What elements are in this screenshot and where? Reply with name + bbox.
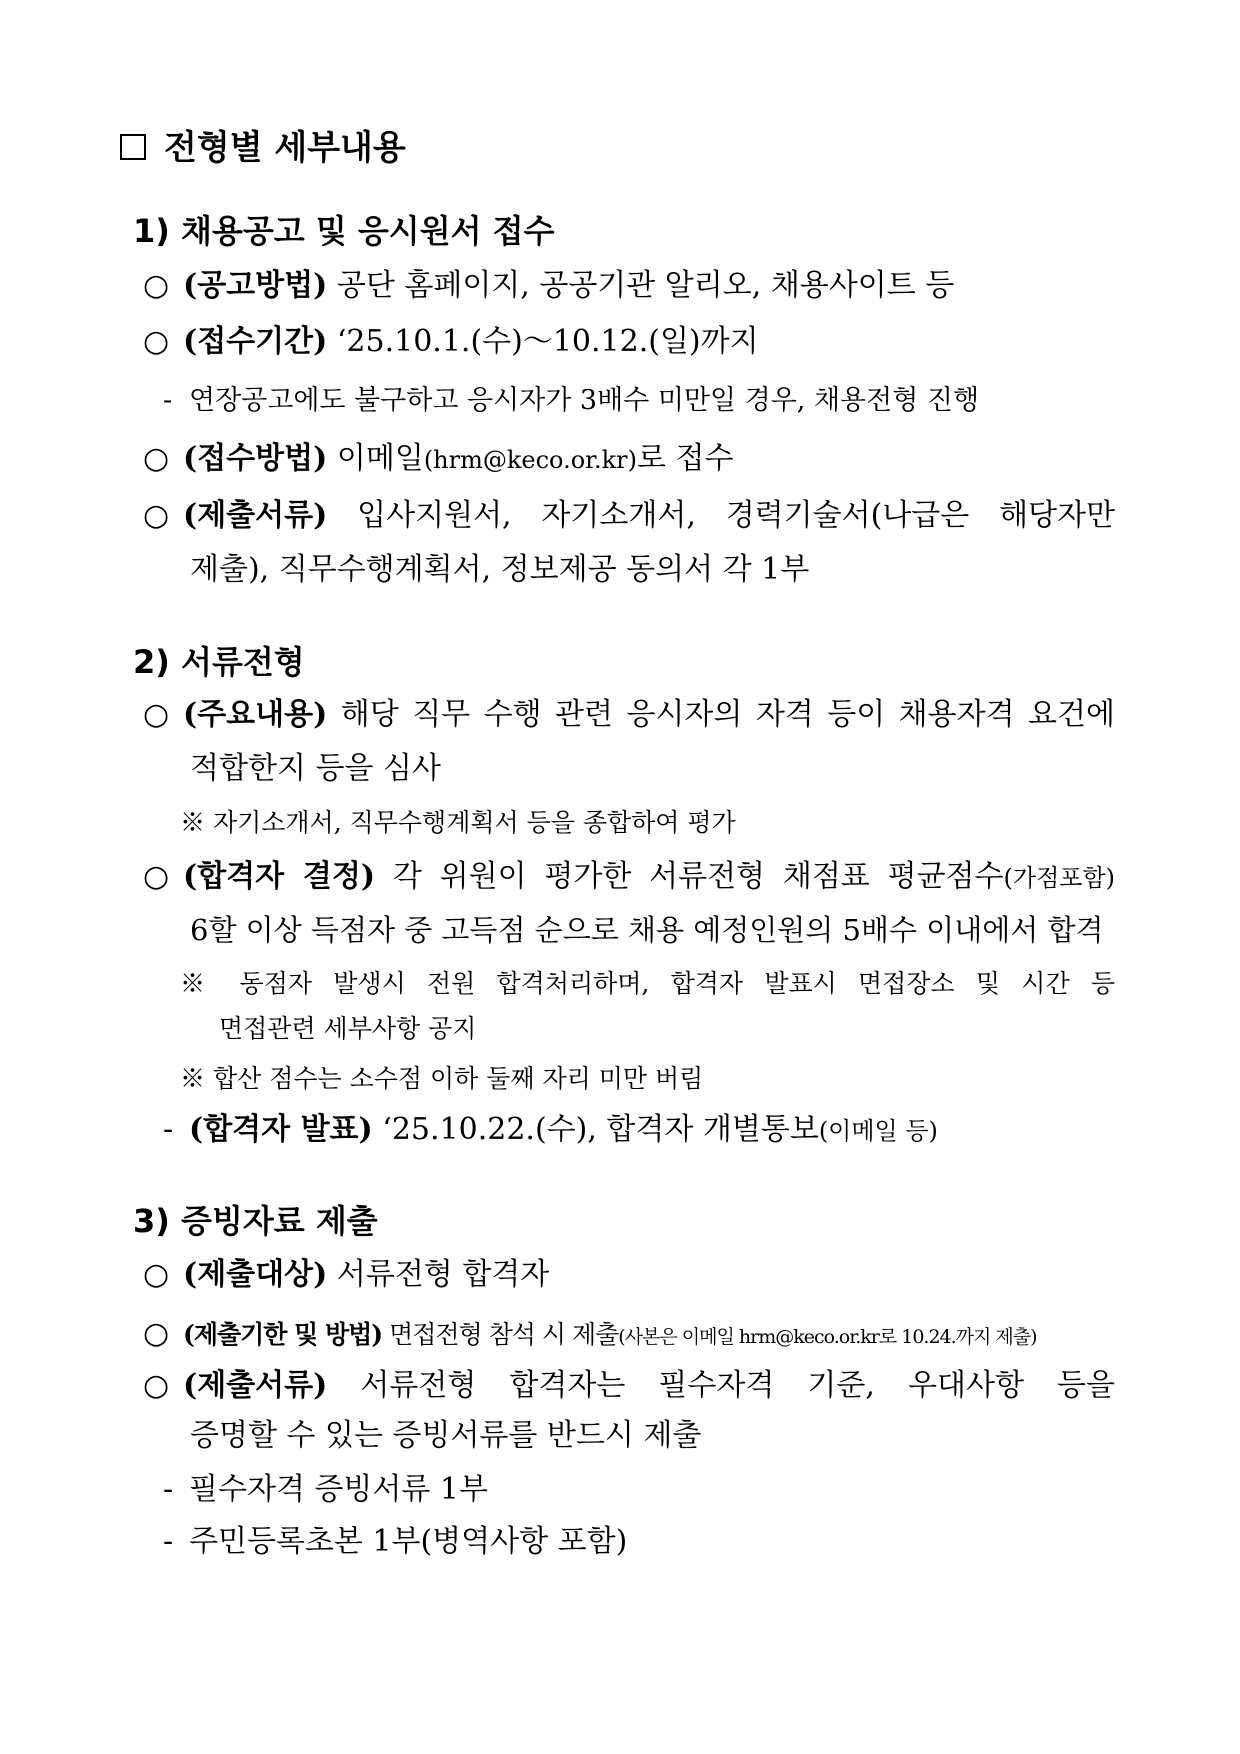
circle-bullet-icon: ○ [143, 324, 170, 359]
s1-item-2: ○ (접수기간) ‘25.10.1.(수)～10.12.(일)까지 [143, 324, 759, 359]
circle-bullet-icon: ○ [143, 859, 170, 894]
section-title: 전형별 세부내용 [120, 128, 406, 169]
circle-bullet-icon: ○ [143, 498, 170, 533]
dash-bullet: - [163, 385, 173, 416]
s1-item-2-sub: - 연장공고에도 불구하고 응시자가 3배수 미만일 경우, 채용전형 진행 [163, 385, 980, 416]
s2-item-1-cont: 적합한지 등을 심사 [190, 751, 441, 786]
s2-note-1: ※ 자기소개서, 직무수행계획서 등을 종합하여 평가 [180, 808, 736, 837]
section-3-heading: 3) 증빙자료 제출 [133, 1202, 378, 1240]
s2-note-2: ※ 동점자 발생시 전원 합격처리하며, 합격자 발표시 면접장소 및 시간 등 [180, 969, 1115, 998]
s2-note-2-cont: 면접관련 세부사항 공지 [219, 1014, 477, 1043]
s2-item-2: ○ (합격자 결정) 각 위원이 평가한 서류전형 채점표 평균점수(가점포함) [143, 859, 1115, 894]
s3-item-2: ○ (제출기한 및 방법) 면접전형 참석 시 제출(사본은 이메일 hrm@keco.or.kr로 10.24.까지 제출) [143, 1316, 1037, 1351]
s2-note-3: ※ 합산 점수는 소수점 이하 둘째 자리 미만 버림 [180, 1064, 704, 1093]
item-label: (공고방법) [183, 268, 328, 303]
dash-bullet: - [163, 1472, 174, 1507]
circle-bullet-icon: ○ [143, 697, 170, 732]
circle-bullet-icon: ○ [143, 1257, 170, 1292]
email-address: (hrm@keco.or.kr) [423, 446, 637, 474]
s2-item-1: ○ (주요내용) 해당 직무 수행 관련 응시자의 자격 등이 채용자격 요건에 [143, 697, 1115, 732]
section-1-heading: 1) 채용공고 및 응시원서 접수 [133, 212, 555, 250]
s3-sub-1: - 필수자격 증빙서류 1부 [163, 1472, 488, 1507]
item-label: (제출서류) [183, 1368, 328, 1403]
s3-item-1: ○ (제출대상) 서류전형 합격자 [143, 1257, 550, 1292]
item-label: (제출대상) [183, 1257, 328, 1292]
item-label: (접수기간) [183, 324, 328, 359]
s1-item-3: ○ (접수방법) 이메일(hrm@keco.or.kr)로 접수 [143, 441, 734, 476]
s1-item-1: ○ (공고방법) 공단 홈페이지, 공공기관 알리오, 채용사이트 등 [143, 268, 955, 303]
checkbox-square-icon [120, 134, 146, 160]
item-label: (합격자 결정) [183, 859, 376, 894]
s2-item-2-cont: 6할 이상 득점자 중 고득점 순으로 채용 예정인원의 5배수 이내에서 합격 [190, 913, 1104, 947]
s3-item-3: ○ (제출서류) 서류전형 합격자는 필수자격 기준, 우대사항 등을 [143, 1368, 1115, 1403]
item-label: (합격자 발표) [189, 1112, 373, 1147]
s3-sub-2: - 주민등록초본 1부(병역사항 포함) [163, 1524, 628, 1559]
circle-bullet-icon: ○ [143, 441, 170, 476]
circle-bullet-icon: ○ [143, 268, 170, 303]
item-label: (제출기한 및 방법) [183, 1320, 383, 1349]
dash-bullet: - [163, 1524, 174, 1559]
circle-bullet-icon: ○ [143, 1316, 169, 1351]
s1-item-4-cont: 제출), 직무수행계획서, 정보제공 동의서 각 1부 [190, 552, 810, 587]
s2-sub-announce: - (합격자 발표) ‘25.10.22.(수), 합격자 개별통보(이메일 등) [163, 1112, 938, 1147]
s1-item-4: ○ (제출서류) 입사지원서, 자기소개서, 경력기술서(나급은 해당자만 [143, 498, 1115, 533]
s3-item-3-cont: 증명할 수 있는 증빙서류를 반드시 제출 [190, 1418, 702, 1453]
dash-bullet: - [163, 1112, 174, 1147]
item-label: (제출서류) [183, 498, 328, 533]
section-2-heading: 2) 서류전형 [133, 643, 305, 681]
item-label: (주요내용) [183, 697, 328, 732]
item-label: (접수방법) [183, 441, 328, 476]
circle-bullet-icon: ○ [143, 1368, 170, 1403]
